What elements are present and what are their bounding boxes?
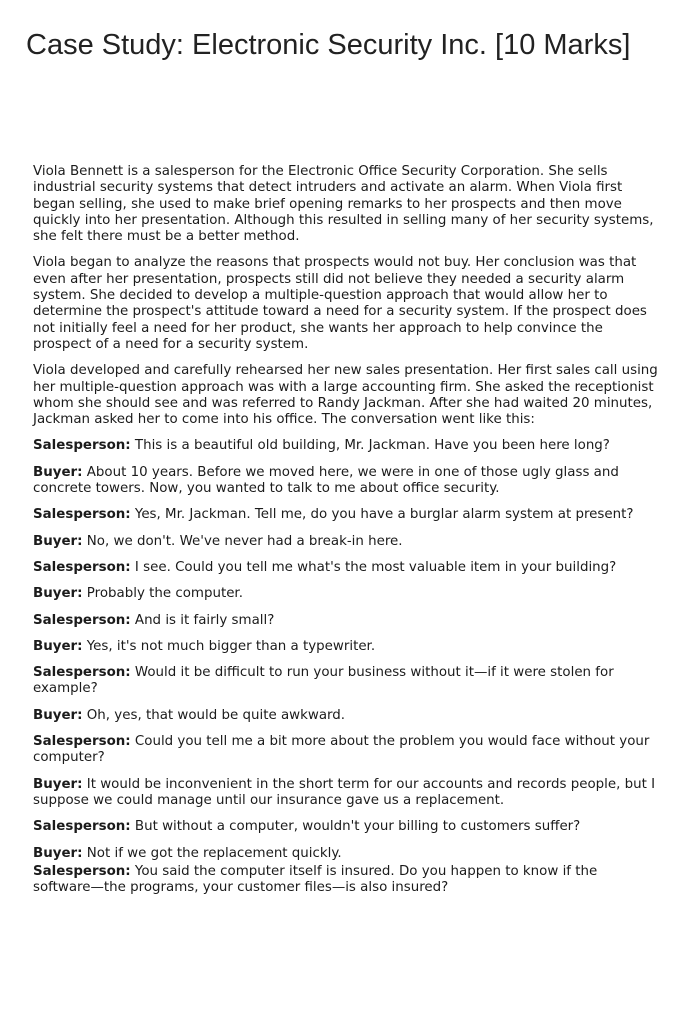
paragraph: Viola began to analyze the reasons that prospects would not buy. Her conclusion was that even after her presentation, prospects still did not believe they needed a security alarm system. She decided to develop a multiple-question approach that would allow her to determine the prospect's attitude toward a need for a security system. If the prospect does not initially feel a need for her product, she wants her approach to help convince the prospect of a need for a security system. [33,255,647,352]
dialogue-line [33,734,658,767]
dialogue-text: I see. Could you tell me what's the most valuable item in your building? [130,559,617,575]
dialogue-text: This is a beautiful old building, Mr. Jackman. Have you been here long? [130,438,610,454]
dialogue-text: Could you tell me a bit more about the problem you would face without your computer? [33,734,650,766]
speaker-label: Buyer: [33,586,83,602]
speaker-label: Salesperson: [33,863,131,879]
speaker-label: Buyer: [33,776,83,792]
dialogue-text: You said the computer itself is insured. Do you happen to know if the software—the programs, your customer files—is also insured? [33,863,598,896]
speaker-label: Buyer: [33,464,83,480]
dialogue-text: Oh, yes, that would be quite awkward. [82,707,346,723]
speaker-label: Salesperson: [33,665,131,681]
dialogue-line [33,534,658,550]
dialogue-line [33,507,658,523]
dialogue-line [33,465,658,498]
dialogue-text: And is it fairly small? [130,612,275,628]
dialogue-text: It would be inconvenient in the short term for our accounts and records people, but I suppose we could manage until our insurance gave us a replacement. [33,776,656,808]
dialogue-text: No, we don't. We've never had a break-in here. [82,533,403,549]
dialogue-line [33,819,658,835]
dialogue-line [33,586,658,602]
dialogue-text: Yes, it's not much bigger than a typewriter. [82,638,376,654]
speaker-label: Buyer: [33,845,83,861]
speaker-label: Salesperson: [33,734,131,750]
dialogue-line [33,560,658,576]
dialogue-line [33,438,658,454]
speaker-label: Buyer: [33,638,83,654]
case-study-body [33,164,658,906]
speaker-label: Buyer: [33,707,83,723]
dialogue-line [33,665,658,698]
dialogue-line [33,708,658,724]
speaker-label: Salesperson: [33,438,131,454]
speaker-label: Salesperson: [33,507,131,523]
dialogue-text: Not if we got the replacement quickly. [82,845,342,861]
dialogue-text: Probably the computer. [82,586,243,602]
dialogue-text: About 10 years. Before we moved here, we were in one of those ugly glass and concrete towers. Now, you wanted to talk to me about office security. [33,464,619,497]
dialogue-text: Yes, Mr. Jackman. Tell me, do you have a burglar alarm system at present? [130,507,634,523]
paragraph: Viola developed and carefully rehearsed her new sales presentation. Her first sales call using her multiple-question approach was with a large accounting firm. She asked the receptionist whom she should see and was referred to Randy Jackman. After she had waited 20 minutes, Jackman asked her to come into his office. The conversation went like this: [33,363,658,428]
dialogue-line [33,639,658,655]
speaker-label: Salesperson: [33,559,131,575]
dialogue-line [33,777,658,810]
dialogue-line [33,864,658,897]
paragraph: Viola Bennett is a salesperson for the Electronic Office Security Corporation. She sells industrial security systems that detect intruders and activate an alarm. When Viola first began selling, she used to make brief opening remarks to her prospects and then move quickly into her presentation. Although this resulted in selling many of her security systems, she felt there must be a better method. [33,164,654,245]
page-title: Case Study: Electronic Security Inc. [10 Marks] [26,29,631,61]
dialogue-text: Would it be difficult to run your business without it—if it were stolen for example? [33,665,614,697]
speaker-label: Buyer: [33,533,83,549]
speaker-label: Salesperson: [33,612,131,628]
dialogue-line [33,846,658,862]
dialogue-line [33,613,658,629]
speaker-label: Salesperson: [33,819,131,835]
dialogue-text: But without a computer, wouldn't your billing to customers suffer? [130,819,581,835]
